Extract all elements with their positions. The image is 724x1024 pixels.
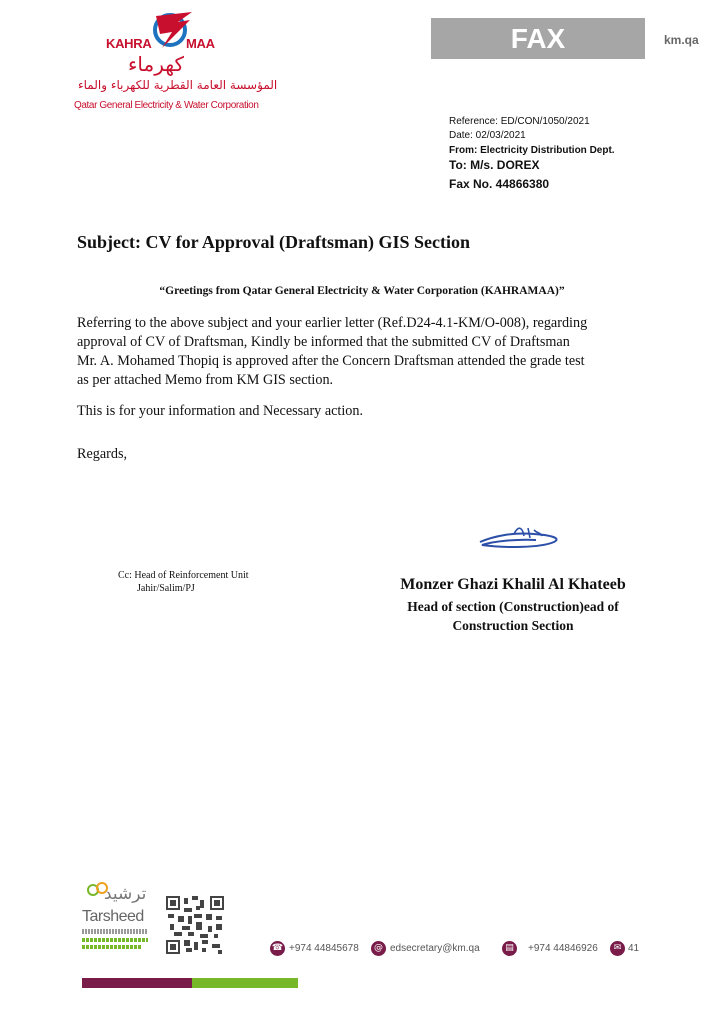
body-paragraph-1	[77, 314, 647, 390]
qr-code	[166, 896, 224, 954]
kahramaa-logo	[72, 8, 278, 118]
logo-arabic-name: كهرماء	[128, 52, 184, 76]
footer-phone	[270, 938, 359, 958]
tarsheed-tagline	[82, 929, 148, 934]
reference-to: To: M/s. DOREX	[449, 158, 540, 172]
paragraph-line: Referring to the above subject and your earlier letter (Ref.D24-4.1-KM/O-008), regarding	[77, 315, 588, 331]
paragraph-line: approval of CV of Draftsman, Kindly be informed that the submitted CV of Draftsman	[77, 334, 570, 350]
tarsheed-arabic-tagline	[82, 938, 148, 942]
cc-block	[118, 569, 249, 595]
logo-english-name: Qatar General Electricity & Water Corporation	[74, 100, 259, 111]
signer-name: Monzer Ghazi Khalil Al Khateeb	[400, 576, 626, 593]
footer-extra-text: 41	[628, 942, 640, 954]
fax-icon: ▤	[502, 941, 517, 956]
signature-scribble	[474, 522, 566, 552]
reference-fax-number: Fax No. 44866380	[449, 177, 550, 191]
footer-email-text: edsecretary@km.qa	[390, 942, 480, 954]
reference-from: From: Electricity Distribution Dept.	[449, 145, 615, 156]
tarsheed-logo	[82, 880, 152, 960]
reference-number: Reference: ED/CON/1050/2021	[449, 116, 590, 127]
footer-fax	[502, 938, 598, 958]
phone-icon: ☎	[270, 941, 285, 956]
footer-bar-purple	[82, 978, 192, 988]
fax-title-box: FAX	[431, 18, 645, 59]
subject-heading: Subject: CV for Approval (Draftsman) GIS Section	[77, 232, 471, 252]
tarsheed-arabic: ترشيد	[104, 884, 147, 904]
footer-fax-text: +974 44846926	[528, 942, 598, 954]
cc-line-2: Jahir/Salim/PJ	[137, 583, 195, 594]
footer-extra	[610, 938, 639, 958]
logo-word-right: MAA	[186, 36, 215, 51]
paragraph-line: Mr. A. Mohamed Thopiq is approved after the Concern Draftsman attended the grade test	[77, 353, 585, 369]
reference-date: Date: 02/03/2021	[449, 130, 526, 141]
tarsheed-arabic-tagline-2	[82, 945, 142, 949]
greeting-line: “Greetings from Qatar General Electricity & Water Corporation (KAHRAMAA)”	[159, 285, 565, 297]
footer-phone-text: +974 44845678	[289, 942, 359, 954]
pobox-icon: ✉	[610, 941, 625, 956]
body-paragraph-2: This is for your information and Necessary action.	[77, 403, 364, 419]
closing-regards: Regards,	[77, 446, 128, 462]
logo-arabic-subtitle: المؤسسة العامة القطرية للكهرباء والماء	[78, 78, 278, 92]
website-text: km.qa	[664, 33, 699, 47]
logo-word-left: KAHRA	[106, 36, 152, 51]
cc-line-1: Cc: Head of Reinforcement Unit	[118, 570, 249, 581]
footer-email	[371, 938, 480, 958]
signer-title-line-2: Construction Section	[452, 618, 574, 633]
tarsheed-english: Tarsheed	[82, 908, 144, 925]
signer-title	[380, 597, 646, 635]
paragraph-line: as per attached Memo from KM GIS section.	[77, 372, 334, 388]
footer-bar-green	[192, 978, 298, 988]
signer-title-line-1: Head of section (Construction)ead of	[407, 599, 619, 614]
email-icon: @	[371, 941, 386, 956]
